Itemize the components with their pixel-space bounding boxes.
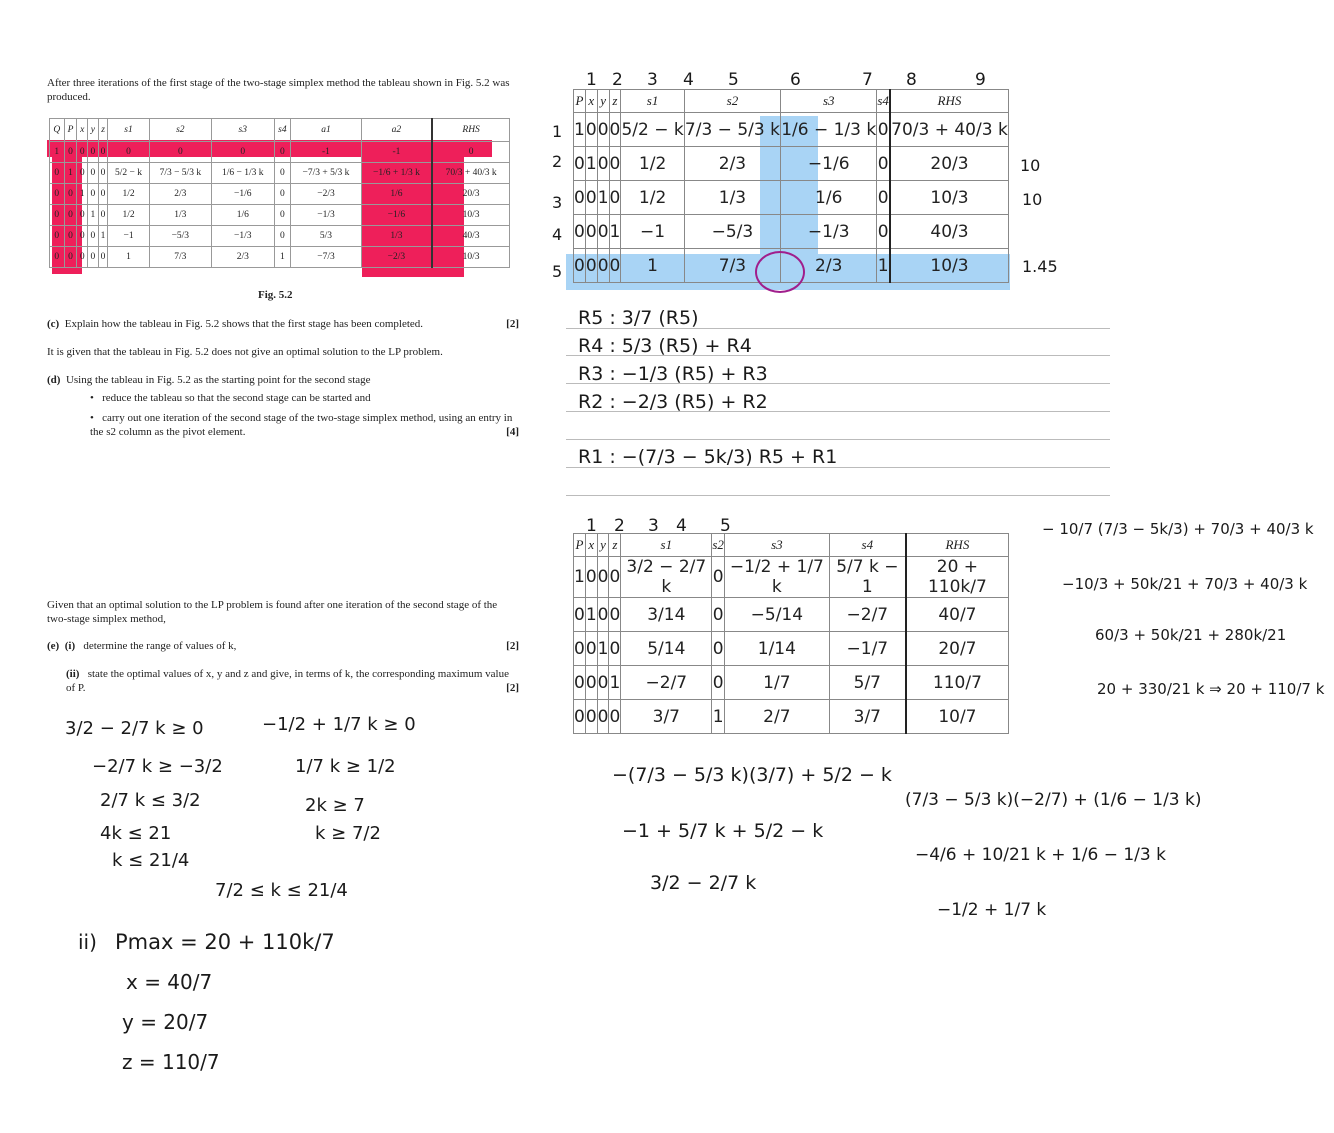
fig-table-cell: 0 xyxy=(98,163,108,184)
fig-table-cell: 0 xyxy=(50,205,65,226)
tab2-cell: −1/7 xyxy=(829,632,906,666)
fig-table-cell: 10/3 xyxy=(432,247,509,268)
fig-table-cell: 2/3 xyxy=(149,184,211,205)
pivot-circle xyxy=(755,251,805,293)
tab2-header: s4 xyxy=(829,534,906,557)
ineq-left-4: k ≤ 21/4 xyxy=(112,850,190,871)
tab2-column-number: 4 xyxy=(676,516,687,536)
tab1-cell: 10/3 xyxy=(890,181,1009,215)
tab2-cell: 3/2 − 2/7 k xyxy=(621,557,712,598)
fig-table-cell: 7/3 xyxy=(149,247,211,268)
fig-table-header: a1 xyxy=(291,119,361,142)
ineq-left-3: 4k ≤ 21 xyxy=(100,823,172,844)
tab1-cell: 0 xyxy=(597,147,609,181)
tab2-row xyxy=(574,632,1009,666)
tab1-cell: 1/3 xyxy=(684,181,780,215)
tab1-column-number: 7 xyxy=(862,70,873,90)
rhs-calc-2: 60/3 + 50k/21 + 280k/21 xyxy=(1095,626,1287,644)
part-d-marks: [4] xyxy=(506,426,519,438)
fig-table-header: y xyxy=(88,119,99,142)
bullet-2: • carry out one iteration of the second stage of the two-stage simplex method, using an entry in the s2 column as the pivot element. [4] xyxy=(90,412,519,438)
fig-table-row xyxy=(50,163,510,184)
tab2-cell: 0 xyxy=(597,557,609,598)
ineq-left-1: −2/7 k ≥ −3/2 xyxy=(92,756,223,777)
fig-table-cell: 0 xyxy=(274,226,291,247)
fig-table-cell: 1/6 xyxy=(212,205,274,226)
tab2-cell: −2/7 xyxy=(621,666,712,700)
tab2-cell: 1 xyxy=(585,598,597,632)
tab1-cell: 1 xyxy=(574,113,586,147)
fig-table-cell: 1/3 xyxy=(149,205,211,226)
part-c-marks: [2] xyxy=(506,318,519,330)
fig-table-cell: 1 xyxy=(108,247,149,268)
tab1-row-number: 5 xyxy=(552,262,563,281)
tab2-cell: 0 xyxy=(585,557,597,598)
tab1-cell: 1/2 xyxy=(621,147,684,181)
tab2-cell: 0 xyxy=(712,598,725,632)
tab2-row xyxy=(574,557,1009,598)
tab1-cell: 1 xyxy=(585,147,597,181)
fig-table-cell: 1 xyxy=(77,184,88,205)
fig-table-cell: −1 xyxy=(108,226,149,247)
tab2-cell: 1 xyxy=(609,666,621,700)
fig-table-cell: 0 xyxy=(50,247,65,268)
tab1-cell: 0 xyxy=(597,113,609,147)
fig-table-cell: 0 xyxy=(64,205,77,226)
part-d xyxy=(47,373,519,387)
tab1-column-number: 3 xyxy=(647,70,658,90)
tab1-row-number: 3 xyxy=(552,193,563,212)
tab1-cell: 0 xyxy=(609,181,621,215)
fig-table-cell: 1 xyxy=(88,205,99,226)
tab2-row xyxy=(574,700,1009,734)
tab1-cell: 7/3 − 5/3 k xyxy=(684,113,780,147)
tab2-cell: 5/7 xyxy=(829,666,906,700)
part-e-ii-label: (ii) xyxy=(66,668,80,680)
part-c-text: Explain how the tableau in Fig. 5.2 shows that the first stage has been completed. xyxy=(64,318,424,330)
tab1-column-number: 1 xyxy=(586,70,597,90)
row-op-2: R2 : −2/3 (R5) + R2 xyxy=(578,391,768,413)
fig-table-header: a2 xyxy=(361,119,432,142)
tab2-cell: 3/14 xyxy=(621,598,712,632)
tab1-header: s1 xyxy=(621,90,684,113)
tab1-cell: 0 xyxy=(877,147,890,181)
tab2-cell: 5/7 k − 1 xyxy=(829,557,906,598)
tab2-cell: 3/7 xyxy=(621,700,712,734)
tab1-row xyxy=(574,147,1009,181)
fig-table-cell: 0 xyxy=(88,184,99,205)
fig-table-cell: 0 xyxy=(64,184,77,205)
tab1-cell: 0 xyxy=(597,215,609,249)
tab1-cell: 20/3 xyxy=(890,147,1009,181)
tab1-column-number: 4 xyxy=(683,70,694,90)
fig-table-header: Q xyxy=(50,119,65,142)
fig-table-cell: 0 xyxy=(50,163,65,184)
tab1-cell: 2/3 xyxy=(684,147,780,181)
fig-table-cell: 0 xyxy=(274,163,291,184)
fig-table-cell: 0 xyxy=(64,142,77,163)
tab1-cell: 0 xyxy=(574,215,586,249)
tab2-cell: 5/14 xyxy=(621,632,712,666)
ineq-right-3: k ≥ 7/2 xyxy=(315,823,381,844)
ratio-row-2: 10 xyxy=(1020,156,1041,175)
tab2-cell: 20/7 xyxy=(906,632,1009,666)
tab2-cell: −1/2 + 1/7 k xyxy=(724,557,829,598)
fig-table-cell: 1/6 xyxy=(361,184,432,205)
tab1-cell: 0 xyxy=(877,215,890,249)
tab2-column-number: 2 xyxy=(614,516,625,536)
tab1-header: s2 xyxy=(684,90,780,113)
tab1-cell: 0 xyxy=(585,249,597,283)
fig-table-header: s3 xyxy=(212,119,274,142)
fig-table-cell: 0 xyxy=(88,163,99,184)
tab1-cell: 2/3 xyxy=(781,249,877,283)
tab2-cell: 10/7 xyxy=(906,700,1009,734)
answer-y: y = 20/7 xyxy=(122,1010,209,1034)
tab1-cell: 10/3 xyxy=(890,249,1009,283)
fig-table-header: s1 xyxy=(108,119,149,142)
tab2-header: x xyxy=(585,534,597,557)
tab1-cell: 0 xyxy=(574,249,586,283)
tab2-cell: 0 xyxy=(574,700,586,734)
tab2-cell: 0 xyxy=(585,700,597,734)
tab1-column-number: 9 xyxy=(975,70,986,90)
answer-z: z = 110/7 xyxy=(122,1050,220,1074)
tab1-row-number: 2 xyxy=(552,152,563,171)
tab1-header: z xyxy=(609,90,621,113)
tab1-header: s4 xyxy=(877,90,890,113)
tab2-cell: 0 xyxy=(574,598,586,632)
fig-table-header: s2 xyxy=(149,119,211,142)
fig-table-cell: 0 xyxy=(149,142,211,163)
fig-table-cell: 0 xyxy=(274,205,291,226)
tableau-2 xyxy=(573,533,1009,734)
s1-calc-0: −(7/3 − 5/3 k)(3/7) + 5/2 − k xyxy=(612,764,892,786)
fig-table-cell: -1 xyxy=(361,142,432,163)
s3-calc-1: −4/6 + 10/21 k + 1/6 − 1/3 k xyxy=(915,845,1166,865)
fig-table-cell: 0 xyxy=(274,184,291,205)
tab1-cell: 1/6 xyxy=(781,181,877,215)
tab2-column-number: 3 xyxy=(648,516,659,536)
tab1-cell: −1/6 xyxy=(781,147,877,181)
fig-table-cell: −5/3 xyxy=(149,226,211,247)
fig-table-row xyxy=(50,226,510,247)
tab1-cell: 0 xyxy=(585,181,597,215)
fig-table-cell: 5/2 − k xyxy=(108,163,149,184)
fig-table-cell: 0 xyxy=(77,247,88,268)
tab1-cell: 70/3 + 40/3 k xyxy=(890,113,1009,147)
tab2-header: RHS xyxy=(906,534,1009,557)
fig-table-cell: 0 xyxy=(77,142,88,163)
fig-table-cell: 0 xyxy=(77,163,88,184)
ineq-right-1: 1/7 k ≥ 1/2 xyxy=(295,756,396,777)
tab2-cell: 3/7 xyxy=(829,700,906,734)
fig-table-cell: −1/3 xyxy=(212,226,274,247)
fig-table-cell: 0 xyxy=(77,205,88,226)
tab1-column-number: 6 xyxy=(790,70,801,90)
fig-table-cell: 0 xyxy=(77,226,88,247)
answer-x: x = 40/7 xyxy=(126,970,213,994)
fig-table-cell: 2/3 xyxy=(212,247,274,268)
fig-table-cell: 1 xyxy=(98,226,108,247)
part-e-ii-text: state the optimal values of x, y and z and give, in terms of k, the corresponding maximum value of P. xyxy=(66,668,509,694)
ineq-left-2: 2/7 k ≤ 3/2 xyxy=(100,790,201,811)
tab1-cell: 1/2 xyxy=(621,181,684,215)
given-text: It is given that the tableau in Fig. 5.2 does not give an optimal solution to the LP problem. xyxy=(47,346,443,358)
tab1-row xyxy=(574,181,1009,215)
ratio-row-3: 10 xyxy=(1022,190,1043,209)
fig-table-header: RHS xyxy=(432,119,509,142)
fig-table-cell: −1/3 xyxy=(291,205,361,226)
tab2-cell: 1/7 xyxy=(724,666,829,700)
part-e-i xyxy=(47,639,519,653)
tab1-column-number: 2 xyxy=(612,70,623,90)
tab1-cell: 0 xyxy=(877,181,890,215)
row-op-4: R4 : 5/3 (R5) + R4 xyxy=(578,335,752,357)
fig-table-row xyxy=(50,205,510,226)
fig-table-header: s4 xyxy=(274,119,291,142)
tab2-cell: 0 xyxy=(712,557,725,598)
fig-table-header: z xyxy=(98,119,108,142)
tab1-cell: 0 xyxy=(597,249,609,283)
tab2-cell: 1/14 xyxy=(724,632,829,666)
tab1-header: RHS xyxy=(890,90,1009,113)
k-range: 7/2 ≤ k ≤ 21/4 xyxy=(215,880,348,901)
tab1-cell: 1 xyxy=(597,181,609,215)
fig-table-cell: 0 xyxy=(98,247,108,268)
fig-table-header: P xyxy=(64,119,77,142)
fig-table-cell: 1 xyxy=(64,163,77,184)
fig-table-cell: 5/3 xyxy=(291,226,361,247)
tab2-cell: 110/7 xyxy=(906,666,1009,700)
tab2-cell: 0 xyxy=(609,700,621,734)
fig-table-cell: −2/3 xyxy=(291,184,361,205)
fig-table-cell: 0 xyxy=(98,142,108,163)
s1-calc-2: 3/2 − 2/7 k xyxy=(650,872,757,894)
tab2-header: s2 xyxy=(712,534,725,557)
tab1-cell: 0 xyxy=(609,147,621,181)
s3-calc-0: (7/3 − 5/3 k)(−2/7) + (1/6 − 1/3 k) xyxy=(905,790,1202,810)
ratio-row-5: 1.45 xyxy=(1022,257,1058,276)
fig-table-row xyxy=(50,247,510,268)
rhs-calc-3: 20 + 330/21 k ⇒ 20 + 110/7 k xyxy=(1097,680,1325,698)
rhs-calc-0: − 10/7 (7/3 − 5k/3) + 70/3 + 40/3 k xyxy=(1042,520,1314,538)
part-c xyxy=(47,317,519,331)
tab1-column-number: 5 xyxy=(728,70,739,90)
tab2-header: s3 xyxy=(724,534,829,557)
tab1-cell: 0 xyxy=(585,215,597,249)
tab1-column-number: 8 xyxy=(906,70,917,90)
tab1-header: y xyxy=(597,90,609,113)
fig-table-cell: 1/2 xyxy=(108,184,149,205)
tab1-cell: −1 xyxy=(621,215,684,249)
part-e-ii-marks: [2] xyxy=(506,682,519,694)
s1-calc-1: −1 + 5/7 k + 5/2 − k xyxy=(622,820,824,842)
part-e-i-text: determine the range of values of k, xyxy=(83,640,237,652)
fig-table-cell: 0 xyxy=(432,142,509,163)
answer-pmax: Pmax = 20 + 110k/7 xyxy=(115,930,335,954)
part-e-ii xyxy=(66,667,519,695)
tab2-cell: 1 xyxy=(574,557,586,598)
tab1-cell: 1/6 − 1/3 k xyxy=(781,113,877,147)
tab1-cell: 0 xyxy=(609,113,621,147)
fig-table-cell: 10/3 xyxy=(432,205,509,226)
tab1-cell: 1 xyxy=(609,215,621,249)
part-e-i-label: (i) xyxy=(64,640,76,652)
fig-table-cell: −7/3 xyxy=(291,247,361,268)
fig-table-cell: 0 xyxy=(274,142,291,163)
rhs-calc-1: −10/3 + 50k/21 + 70/3 + 40/3 k xyxy=(1062,575,1308,593)
ineq-left-0: 3/2 − 2/7 k ≥ 0 xyxy=(65,718,204,739)
tab2-cell: 0 xyxy=(597,700,609,734)
tab2-cell: 0 xyxy=(609,598,621,632)
tab2-header: s1 xyxy=(621,534,712,557)
fig-table-cell: -1 xyxy=(291,142,361,163)
fig-table-cell: 0 xyxy=(64,226,77,247)
tab2-header: y xyxy=(597,534,609,557)
tab2-cell: 1 xyxy=(597,632,609,666)
fig-table-cell: 70/3 + 40/3 k xyxy=(432,163,509,184)
tab2-cell: 0 xyxy=(574,666,586,700)
tab1-header: s3 xyxy=(781,90,877,113)
fig-table-cell: 1/6 − 1/3 k xyxy=(212,163,274,184)
part-c-label: (c) xyxy=(47,318,60,330)
tab1-cell: 40/3 xyxy=(890,215,1009,249)
tab2-cell: 0 xyxy=(609,557,621,598)
fig-caption: Fig. 5.2 xyxy=(258,289,293,301)
tab1-cell: −1/3 xyxy=(781,215,877,249)
fig-table-cell: 1 xyxy=(50,142,65,163)
fig-table-cell: −1/6 + 1/3 k xyxy=(361,163,432,184)
question-intro: After three iterations of the first stage of the two-stage simplex method the tableau shown in Fig. 5.2 was produced. xyxy=(47,77,510,103)
part-d-label: (d) xyxy=(47,374,61,386)
tab2-cell: 0 xyxy=(597,666,609,700)
tab2-cell: 20 + 110k/7 xyxy=(906,557,1009,598)
tab1-row-number: 1 xyxy=(552,122,563,141)
fig-table-cell: 0 xyxy=(212,142,274,163)
tab2-cell: 1 xyxy=(712,700,725,734)
tab2-cell: −5/14 xyxy=(724,598,829,632)
bullet-1: • reduce the tableau so that the second stage can be started and xyxy=(90,392,371,404)
fig-table-cell: 0 xyxy=(98,184,108,205)
ineq-right-2: 2k ≥ 7 xyxy=(305,795,365,816)
tab2-column-number: 5 xyxy=(720,516,731,536)
tab2-cell: 40/7 xyxy=(906,598,1009,632)
tab1-header: P xyxy=(574,90,586,113)
fig-table-cell: 0 xyxy=(108,142,149,163)
row-op-1: R1 : −(7/3 − 5k/3) R5 + R1 xyxy=(578,446,838,468)
tab1-cell: 0 xyxy=(574,181,586,215)
tab2-cell: 0 xyxy=(574,632,586,666)
fig-table-cell: −2/3 xyxy=(361,247,432,268)
ineq-right-0: −1/2 + 1/7 k ≥ 0 xyxy=(262,714,416,735)
part-d-text: Using the tableau in Fig. 5.2 as the starting point for the second stage xyxy=(65,374,371,386)
tab1-cell: −5/3 xyxy=(684,215,780,249)
tab1-row xyxy=(574,113,1009,147)
tab2-cell: 0 xyxy=(712,632,725,666)
bullet-1-text: reduce the tableau so that the second stage can be started and xyxy=(102,392,371,404)
tab1-header: x xyxy=(585,90,597,113)
tab2-cell: 0 xyxy=(585,666,597,700)
tab1-cell: 5/2 − k xyxy=(621,113,684,147)
fig-table-cell: 0 xyxy=(98,205,108,226)
optimal-text: Given that an optimal solution to the LP problem is found after one iteration of the second stage of the two-stage simplex method, xyxy=(47,599,498,625)
part-ii-label: ii) xyxy=(78,930,97,954)
fig-table-row xyxy=(50,142,510,163)
tab2-cell: 0 xyxy=(609,632,621,666)
fig-table-cell: −1/6 xyxy=(361,205,432,226)
tab2-cell: −2/7 xyxy=(829,598,906,632)
tab1-cell: 7/3 xyxy=(684,249,780,283)
tab2-header: P xyxy=(574,534,586,557)
fig-table-cell: 0 xyxy=(88,247,99,268)
tab2-cell: 0 xyxy=(585,632,597,666)
fig-table-cell: 1/3 xyxy=(361,226,432,247)
tab1-row xyxy=(574,215,1009,249)
tab1-cell: 0 xyxy=(585,113,597,147)
fig-table-header: x xyxy=(77,119,88,142)
tab1-cell: 0 xyxy=(609,249,621,283)
fig-table-cell: 0 xyxy=(64,247,77,268)
fig-table-cell: 0 xyxy=(50,226,65,247)
tab2-cell: 2/7 xyxy=(724,700,829,734)
fig-table-cell: 1/2 xyxy=(108,205,149,226)
tab1-cell: 1 xyxy=(877,249,890,283)
fig-table-cell: 1 xyxy=(274,247,291,268)
fig-table-row xyxy=(50,184,510,205)
part-e-i-marks: [2] xyxy=(506,640,519,652)
tab2-column-number: 1 xyxy=(586,516,597,536)
fig-5-2-table xyxy=(49,118,510,268)
fig-table-cell: 0 xyxy=(88,142,99,163)
tab2-cell: 0 xyxy=(597,598,609,632)
tab1-row-number: 4 xyxy=(552,225,563,244)
tab2-row xyxy=(574,598,1009,632)
tab1-cell: 0 xyxy=(877,113,890,147)
part-e-label: (e) xyxy=(47,640,60,652)
row-op-3: R3 : −1/3 (R5) + R3 xyxy=(578,363,768,385)
bullet-2-text: carry out one iteration of the second stage of the two-stage simplex method, using an entry in the s2 column as the pivot element. xyxy=(90,412,513,438)
fig-table-cell: 0 xyxy=(88,226,99,247)
tab2-cell: 0 xyxy=(712,666,725,700)
tab1-cell: 0 xyxy=(574,147,586,181)
tab2-header: z xyxy=(609,534,621,557)
fig-table-cell: 20/3 xyxy=(432,184,509,205)
fig-table-cell: −1/6 xyxy=(212,184,274,205)
fig-table-cell: 7/3 − 5/3 k xyxy=(149,163,211,184)
tab2-row xyxy=(574,666,1009,700)
tab1-cell: 1 xyxy=(621,249,684,283)
fig-table-cell: −7/3 + 5/3 k xyxy=(291,163,361,184)
row-op-5: R5 : 3/7 (R5) xyxy=(578,307,699,329)
fig-table-cell: 40/3 xyxy=(432,226,509,247)
fig-table-cell: 0 xyxy=(50,184,65,205)
s3-calc-2: −1/2 + 1/7 k xyxy=(937,900,1047,920)
